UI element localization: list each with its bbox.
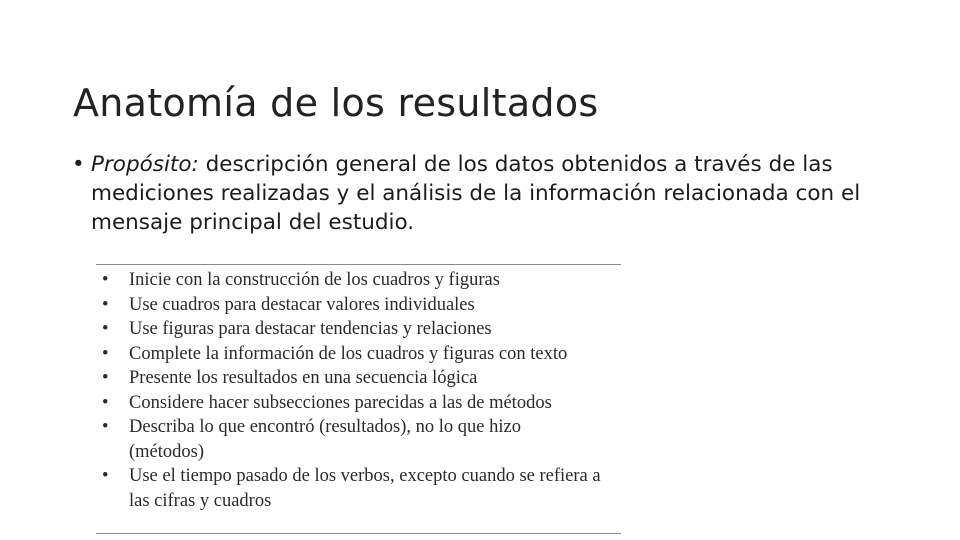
- list-item: [96, 342, 621, 367]
- list-item-text: Complete la información de los cuadros y figuras con texto: [129, 343, 568, 364]
- list-bullet: •: [102, 270, 109, 290]
- list-item: [96, 464, 621, 513]
- bullet-body: descripción general de los datos obtenidos a través de las mediciones realizadas y el análisis de la información relacionada con el mensaje principal del estudio.: [91, 152, 861, 235]
- list-item-text: Presente los resultados en una secuencia lógica: [129, 368, 478, 388]
- list-item-text: Use figuras para destacar tendencias y relaciones: [129, 319, 492, 339]
- list-bullet: •: [102, 294, 109, 315]
- list-item: [96, 293, 621, 318]
- main-bullet: [72, 150, 892, 237]
- list-item-text: Describa lo que encontró (resultados), no lo que hizo (métodos): [129, 417, 521, 462]
- list-item: [96, 415, 621, 464]
- bullet-marker: •: [72, 152, 85, 177]
- list-item: [96, 268, 621, 293]
- list-bullet: •: [102, 417, 109, 437]
- list-bullet: •: [102, 466, 109, 486]
- list-item: [96, 366, 621, 391]
- list-item-text: Considere hacer subsecciones parecidas a las de métodos: [129, 392, 552, 413]
- slide-title: Anatomía de los resultados: [73, 81, 599, 126]
- bullet-label: Propósito:: [91, 152, 199, 177]
- list-item-text: Use cuadros para destacar valores individuales: [129, 294, 475, 315]
- list-item-text: Use el tiempo pasado de los verbos, excepto cuando se refiera a las cifras y cuadros: [129, 466, 601, 511]
- list-bullet: •: [102, 319, 109, 339]
- list-item: [96, 317, 621, 342]
- list-bullet: •: [102, 343, 109, 364]
- list-bullet: •: [102, 392, 109, 413]
- list-bullet: •: [102, 368, 109, 388]
- bullet-text: [72, 150, 892, 237]
- inset-image-list: [96, 264, 621, 534]
- list-item-text: Inicie con la construcción de los cuadros y figuras: [129, 270, 500, 290]
- list-item: [96, 391, 621, 416]
- guideline-list: [96, 265, 621, 513]
